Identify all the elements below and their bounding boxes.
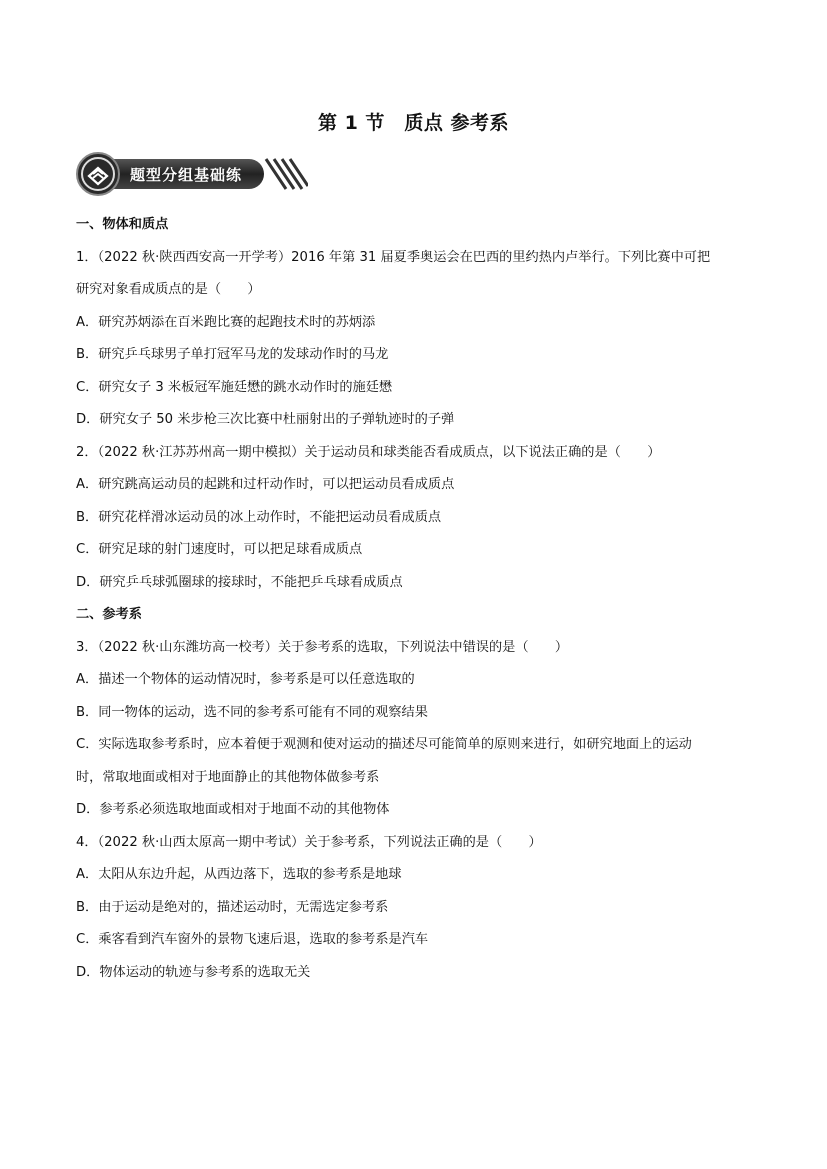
option-b: B．研究乒乓球男子单打冠军马龙的发球动作时的马龙 [76, 347, 389, 362]
option-b: B．研究花样滑冰运动员的冰上动作时，不能把运动员看成质点 [76, 509, 442, 525]
option-b: B．由于运动是绝对的，描述运动时，无需选定参考系 [76, 899, 389, 915]
section-heading: 一、物体和质点 [76, 217, 169, 232]
question-2 [76, 442, 752, 605]
question-3 [76, 637, 752, 832]
section-heading: 二、参考系 [76, 607, 142, 622]
option-d: D．研究女子 50 米步枪三次比赛中杜丽射出的子弹轨迹时的子弹 [76, 412, 455, 427]
option-b: B．同一物体的运动，选不同的参考系可能有不同的观察结果 [76, 704, 428, 720]
option-d: D．研究乒乓球弧圈球的接球时，不能把乒乓球看成质点 [76, 574, 403, 590]
option-c: C．乘客看到汽车窗外的景物飞速后退，选取的参考系是汽车 [76, 932, 429, 947]
option-a: A．研究苏炳添在百米跑比赛的起跑技术时的苏炳添 [76, 314, 376, 330]
option-a: A．太阳从东边升起，从西边落下，选取的参考系是地球 [76, 867, 402, 882]
option-c-continued: 时，常取地面或相对于地面静止的其他物体做参考系 [76, 769, 380, 785]
question-4 [76, 832, 752, 995]
option-c: C．研究足球的射门速度时，可以把足球看成质点 [76, 542, 363, 557]
option-a: A．研究跳高运动员的起跳和过杆动作时，可以把运动员看成质点 [76, 477, 455, 492]
option-d: D．参考系必须选取地面或相对于地面不动的其他物体 [76, 802, 390, 817]
option-c: C．研究女子 3 米板冠军施廷懋的跳水动作时的施廷懋 [76, 379, 393, 395]
question-stem-continued: 研究对象看成质点的是（ ） [76, 282, 261, 297]
question-stem: 1．（2022 秋·陕西西安高一开学考）2016 年第 31 届夏季奥运会在巴西的里约热内卢举行。下列比赛中可把 [76, 249, 711, 265]
banner-label: 题型分组基础练 [130, 166, 243, 184]
question-1 [76, 247, 752, 442]
option-d: D．物体运动的轨迹与参考系的选取无关 [76, 964, 311, 980]
question-stem: 4．（2022 秋·山西太原高一期中考试）关于参考系，下列说法正确的是（ ） [76, 834, 542, 850]
option-c: C．实际选取参考系时，应本着便于观测和使对运动的描述尽可能简单的原则来进行，如研究地面上的运动 [76, 737, 692, 752]
page-title: 第 1 节 质点 参考系 [317, 112, 510, 134]
question-content [76, 214, 752, 994]
question-stem: 3．（2022 秋·山东潍坊高一校考）关于参考系的选取，下列说法中错误的是（ ） [76, 639, 569, 655]
question-stem: 2．（2022 秋·江苏苏州高一期中模拟）关于运动员和球类能否看成质点，以下说法正确的是（ ） [76, 444, 661, 460]
option-a: A．描述一个物体的运动情况时，参考系是可以任意选取的 [76, 672, 415, 687]
